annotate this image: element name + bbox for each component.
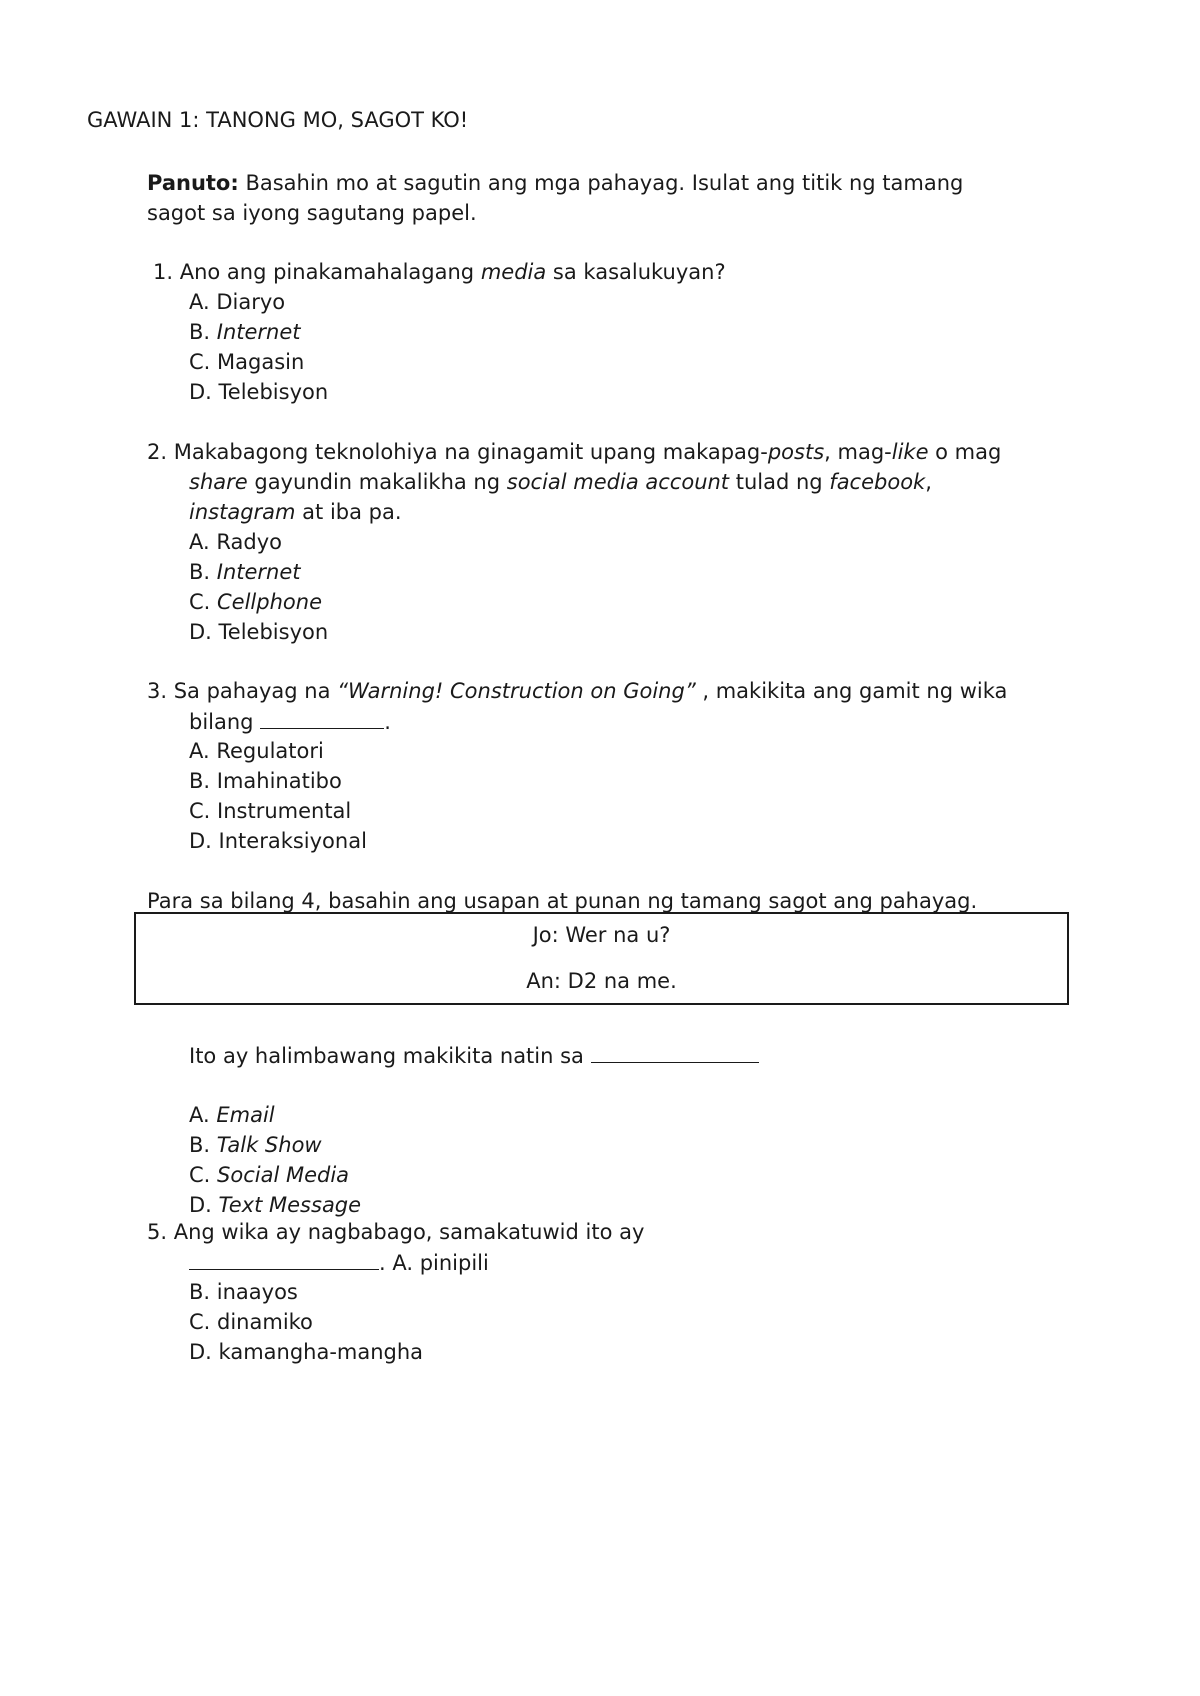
- q2-option-b: B. Internet: [189, 560, 301, 584]
- answer-blank: [260, 706, 384, 729]
- q4-option-a: A. Email: [189, 1103, 275, 1127]
- q4-option-b: B. Talk Show: [189, 1133, 322, 1157]
- instructions-line-1: Panuto: Basahin mo at sagutin ang mga pahayag. Isulat ang titik ng tamang: [147, 171, 964, 195]
- q3-option-a: A. Regulatori: [189, 739, 324, 763]
- q2-option-a: A. Radyo: [189, 530, 282, 554]
- question-3-line-2: bilang .: [189, 706, 391, 737]
- question-5-line-2: . A. pinipili: [189, 1247, 489, 1278]
- q1-option-c: C. Magasin: [189, 350, 305, 374]
- q3-option-c: C. Instrumental: [189, 799, 352, 823]
- question-4-prompt: Ito ay halimbawang makikita natin sa: [189, 1040, 759, 1071]
- q1-option-a: A. Diaryo: [189, 290, 286, 314]
- dialog-box: [134, 912, 1069, 1005]
- question-3-line-1: 3. Sa pahayag na “Warning! Construction on Going” , makikita ang gamit ng wika: [147, 679, 1008, 703]
- dialog-line-jo: Jo: Wer na u?: [532, 923, 671, 947]
- q1-option-b: B. Internet: [189, 320, 301, 344]
- q2-option-c: C. Cellphone: [189, 590, 322, 614]
- q5-option-c: C. dinamiko: [189, 1310, 313, 1334]
- question-4-intro: Para sa bilang 4, basahin ang usapan at punan ng tamang sagot ang pahayag.: [147, 889, 978, 913]
- dialog-line-an: An: D2 na me.: [526, 969, 677, 993]
- q3-option-d: D. Interaksiyonal: [189, 829, 367, 853]
- question-2-line-2: share gayundin makalikha ng social media account tulad ng facebook,: [189, 470, 932, 494]
- question-1: 1. Ano ang pinakamahalagang media sa kasalukuyan?: [153, 260, 726, 284]
- q5-option-d: D. kamangha-mangha: [189, 1340, 424, 1364]
- question-5-line-1: 5. Ang wika ay nagbabago, samakatuwid ito ay: [147, 1220, 645, 1244]
- page-title: GAWAIN 1: TANONG MO, SAGOT KO!: [87, 108, 469, 132]
- q5-option-b: B. inaayos: [189, 1280, 298, 1304]
- question-2-line-3: instagram at iba pa.: [189, 500, 402, 524]
- q4-option-c: C. Social Media: [189, 1163, 350, 1187]
- q3-option-b: B. Imahinatibo: [189, 769, 342, 793]
- instructions-label: Panuto:: [147, 171, 239, 195]
- answer-blank: [189, 1247, 379, 1270]
- instructions-line-2: sagot sa iyong sagutang papel.: [147, 201, 477, 225]
- answer-blank: [591, 1040, 759, 1063]
- q2-option-d: D. Telebisyon: [189, 620, 329, 644]
- question-2-line-1: 2. Makabagong teknolohiya na ginagamit upang makapag-posts, mag-like o mag: [147, 440, 1002, 464]
- q1-option-d: D. Telebisyon: [189, 380, 329, 404]
- q4-option-d: D. Text Message: [189, 1193, 362, 1217]
